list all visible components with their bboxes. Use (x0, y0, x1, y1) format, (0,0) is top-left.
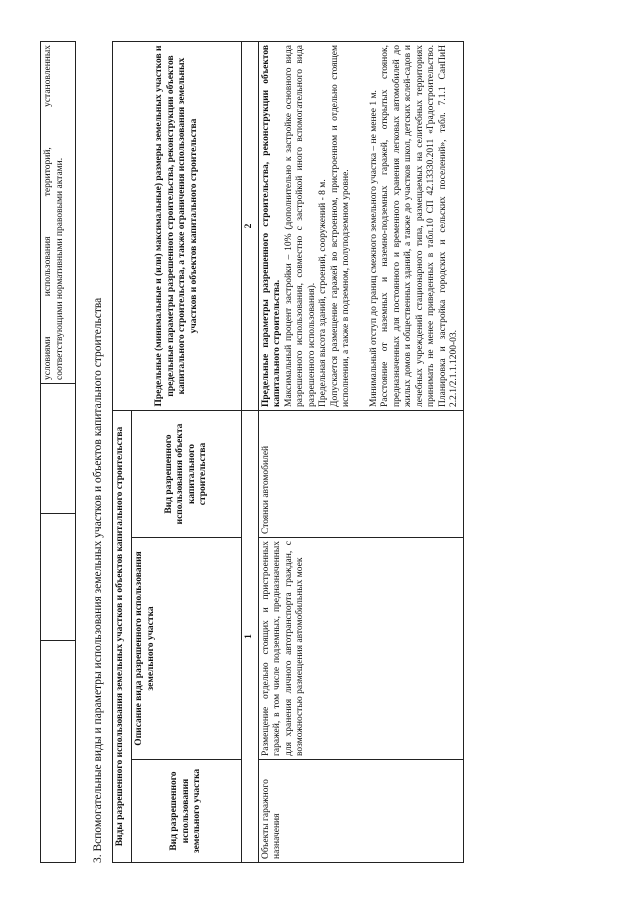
permitted-use-table (112, 41, 464, 863)
table-cell (41, 384, 76, 514)
opisanie-cell: Размещение отдельно стоящих и пристроенных гаражей, в том числе подземных, предназначенных для хранения личного автотранспорта граждан, с возможностью размещения автомобильных моек (258, 538, 463, 760)
index-cell-1: 1 (242, 411, 259, 863)
paragraph-gap (353, 45, 369, 407)
table-row (41, 42, 76, 863)
table-index-row (242, 42, 259, 863)
table-cell (41, 514, 76, 641)
continuation-table (40, 41, 76, 863)
params-title: Предельные параметры разрешенного строительства, реконструкции объектов капитального строительства. (260, 45, 282, 407)
continuation-line-2: соответствующими нормативными правовыми актами. (55, 157, 65, 380)
params-paragraph: Расстояние от наземных и наземно-подземных гаражей, открытых стоянок, предназначенных для постоянного и временного хранения легковых автомобилей до жилых домов и общественных зданий, а также до участков школ, детских яслей-садов и лечебных учреждений стационарного типа, размещаемых на селитебных территориях принимать не менее приведенных в табл.10 СП 42.13330.2011 «Градостроительство. Планировка и застройка городских и сельских поселений», табл. 7.1.1 СанПиН 2.2.1/2.1.1.1200-03. (380, 45, 459, 407)
table-row (258, 42, 463, 863)
vid-oks-header: Вид разрешенного использования объекта капитального строительства (132, 411, 242, 538)
continuation-text (42, 45, 66, 380)
params-cell (258, 42, 463, 411)
params-paragraph: Максимальный процент застройки – 10% (дополнительно к застройке основного вида разрешенного использования, совместно с застройкой иного вспомогательного вида разрешенного использования). (283, 45, 317, 407)
group-header: Виды разрешенного использования земельных участков и объектов капитального строительства (113, 411, 132, 863)
table-cell (41, 42, 76, 384)
vid-oks-cell: Стоянки автомобилей (258, 411, 463, 538)
params-paragraph: Предельная высота зданий, строений, сооружений - 8 м. (318, 179, 328, 407)
vid-uchastka-cell: Объекты гаражного назначения (258, 760, 463, 863)
table-header-row (113, 42, 132, 863)
params-header: Предельные (минимальные и (или) максимальные) размеры земельных участков и предельные параметры разрешенного строительства, реконструкции объектов капитального строительства, а также ограничения использования земельных участков и объектов капитального строительства (113, 42, 242, 411)
section-heading: 3. Вспомогательные виды и параметры использования земельных участков и объектов капитального строительства (92, 297, 104, 863)
params-paragraph: Допускается размещение гаражей во встроенном, пристроенном и отдельно стоящем исполнении, а также в подземном, полуподземном уровне. (329, 45, 351, 407)
vid-uchastka-header: Вид разрешенного использования земельного участка (132, 760, 242, 863)
continuation-line-1: условиями использования территорий, установленных (43, 45, 53, 380)
params-paragraph: Минимальный отступ до границ смежного земельного участка – не менее 1 м. (368, 90, 379, 407)
index-cell-2: 2 (242, 42, 259, 411)
opisanie-header: Описание вида разрешенного использования земельного участка (132, 538, 242, 760)
table-cell (41, 641, 76, 863)
